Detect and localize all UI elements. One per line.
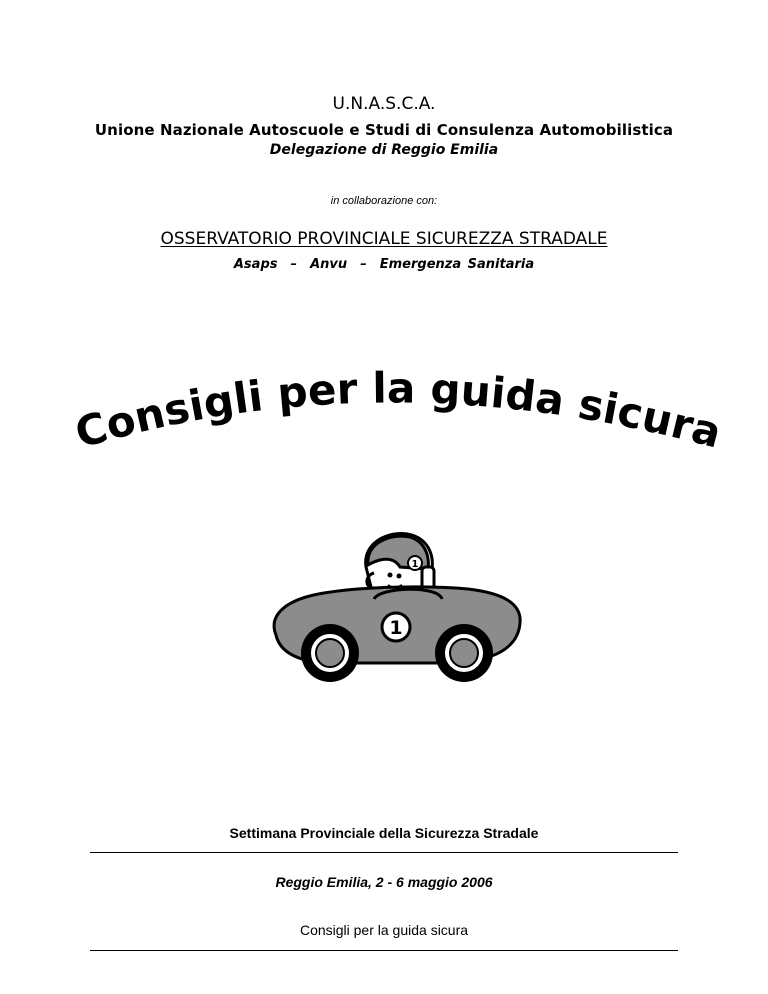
arched-title — [0, 350, 768, 470]
observatory-name: OSSERVATORIO PROVINCIALE SICUREZZA STRADALE — [160, 229, 608, 249]
divider-line — [90, 852, 678, 853]
helmet-number: 1 — [411, 559, 419, 570]
divider-line — [90, 950, 678, 951]
arched-title-path: Consigli per la guida sicura — [69, 363, 727, 458]
car-number: 1 — [389, 617, 403, 639]
front-wheel — [301, 624, 359, 682]
org-full-name: Unione Nazionale Autoscuole e Studi di Consulenza Automobilistica — [94, 121, 674, 139]
place-and-date: Reggio Emilia, 2 - 6 maggio 2006 — [275, 874, 493, 890]
partners-list: Asaps – Anvu – Emergenza Sanitaria — [233, 257, 535, 272]
org-delegation: Delegazione di Reggio Emilia — [269, 142, 499, 158]
org-acronym: U.N.A.S.C.A. — [332, 94, 436, 114]
race-car-illustration — [262, 527, 530, 687]
event-name: Settimana Provinciale della Sicurezza Stradale — [229, 825, 539, 841]
arched-title-text — [70, 363, 727, 457]
footer-title: Consigli per la guida sicura — [299, 922, 469, 938]
rear-wheel — [435, 624, 493, 682]
collaboration-intro: in collaborazione con: — [330, 195, 438, 207]
